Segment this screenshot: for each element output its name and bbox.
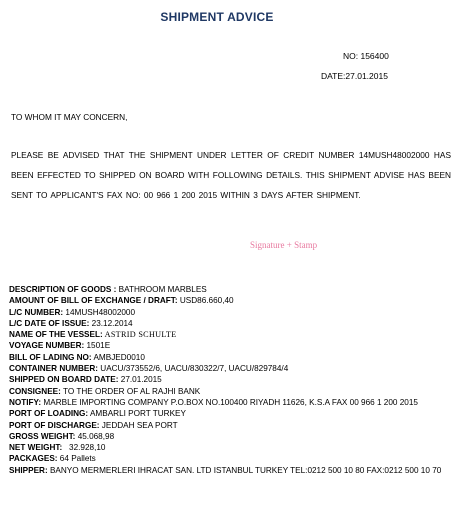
field-value: USD86.660,40 — [177, 296, 234, 306]
field-vessel-name — [9, 329, 464, 340]
field-value: 64 Pallets — [57, 454, 96, 464]
field-gross-weight — [9, 431, 464, 442]
field-label: NOTIFY: — [9, 397, 42, 407]
field-label: VOYAGE NUMBER: — [9, 341, 85, 351]
field-lc-date — [9, 318, 464, 329]
field-shipper — [9, 465, 464, 476]
reference-number: NO: 156400 — [343, 51, 389, 61]
field-port-of-discharge — [9, 420, 464, 431]
field-label: CONSIGNEE: — [9, 386, 61, 396]
document-date: DATE:27.01.2015 — [321, 71, 388, 81]
field-value: 14MUSH48002000 — [63, 307, 136, 317]
field-label: PACKAGES: — [9, 454, 58, 464]
field-consignee — [9, 386, 464, 397]
shipment-details — [9, 284, 464, 476]
field-value: AMBARLI PORT TURKEY — [88, 409, 186, 419]
field-label: NAME OF THE VESSEL: — [9, 330, 103, 340]
field-label: PORT OF DISCHARGE: — [9, 420, 100, 430]
field-description-of-goods — [9, 284, 464, 295]
field-label: GROSS WEIGHT: — [9, 431, 76, 441]
document-title: SHIPMENT ADVICE — [160, 10, 274, 24]
greeting: TO WHOM IT MAY CONCERN, — [11, 112, 128, 122]
field-label: BILL OF LADING NO: — [9, 352, 92, 362]
field-label: SHIPPER: — [9, 465, 48, 475]
field-value: 45.068,98 — [75, 431, 115, 441]
field-label: AMOUNT OF BILL OF EXCHANGE / DRAFT: — [9, 296, 178, 306]
field-bill-of-lading — [9, 352, 464, 363]
field-notify — [9, 397, 464, 408]
field-container-number — [9, 363, 464, 374]
field-value: 32.928,10 — [62, 443, 106, 453]
field-shipped-on-board-date — [9, 374, 464, 385]
field-net-weight — [9, 442, 464, 453]
field-label: SHIPPED ON BOARD DATE: — [9, 375, 119, 385]
field-label: NET WEIGHT: — [9, 443, 63, 453]
field-voyage-number — [9, 340, 464, 351]
field-value: JEDDAH SEA PORT — [99, 420, 178, 430]
field-label: L/C DATE OF ISSUE: — [9, 318, 90, 328]
field-value: AMBJED0010 — [91, 352, 145, 362]
field-label: CONTAINER NUMBER: — [9, 364, 98, 374]
field-value: 1501E — [84, 341, 111, 351]
field-value: 27.01.2015 — [118, 375, 162, 385]
field-value: MARBLE IMPORTING COMPANY P.O.BOX NO.100400 RIYADH 11626, K.S.A FAX 00 966 1 200 2015 — [41, 397, 418, 407]
field-value: ASTRID SCHULTE — [102, 330, 177, 340]
field-value: BATHROOM MARBLES — [116, 285, 207, 294]
field-label: L/C NUMBER: — [9, 307, 64, 317]
field-label: DESCRIPTION OF GOODS : — [9, 285, 117, 294]
field-port-of-loading — [9, 408, 464, 419]
field-value: UACU/373552/6, UACU/830322/7, UACU/829784/4 — [98, 364, 289, 374]
field-value: 23.12.2014 — [89, 318, 133, 328]
field-value: BANYO MERMERLERI IHRACAT SAN. LTD ISTANBUL TURKEY TEL:0212 500 10 80 FAX:0212 500 10 70 — [47, 465, 442, 475]
advice-paragraph: PLEASE BE ADVISED THAT THE SHIPMENT UNDER LETTER OF CREDIT NUMBER 14MUSH48002000 HAS BEEN EFFECTED TO SHIPPED ON BOARD WITH FOLLOWING DETAILS. THIS SHIPMENT ADVISE HAS BEEN SENT TO APPLICANT'S FAX NO: 00 966 1 200 2015 WITHIN 3 DAYS AFTER SHIPMENT. — [11, 150, 451, 200]
field-label: PORT OF LOADING: — [9, 409, 89, 419]
field-amount — [9, 295, 464, 306]
field-packages — [9, 453, 464, 464]
field-value: TO THE ORDER OF AL RAJHI BANK — [60, 386, 201, 396]
signature-stamp-placeholder: Signature + Stamp — [250, 240, 318, 250]
field-lc-number — [9, 307, 464, 318]
